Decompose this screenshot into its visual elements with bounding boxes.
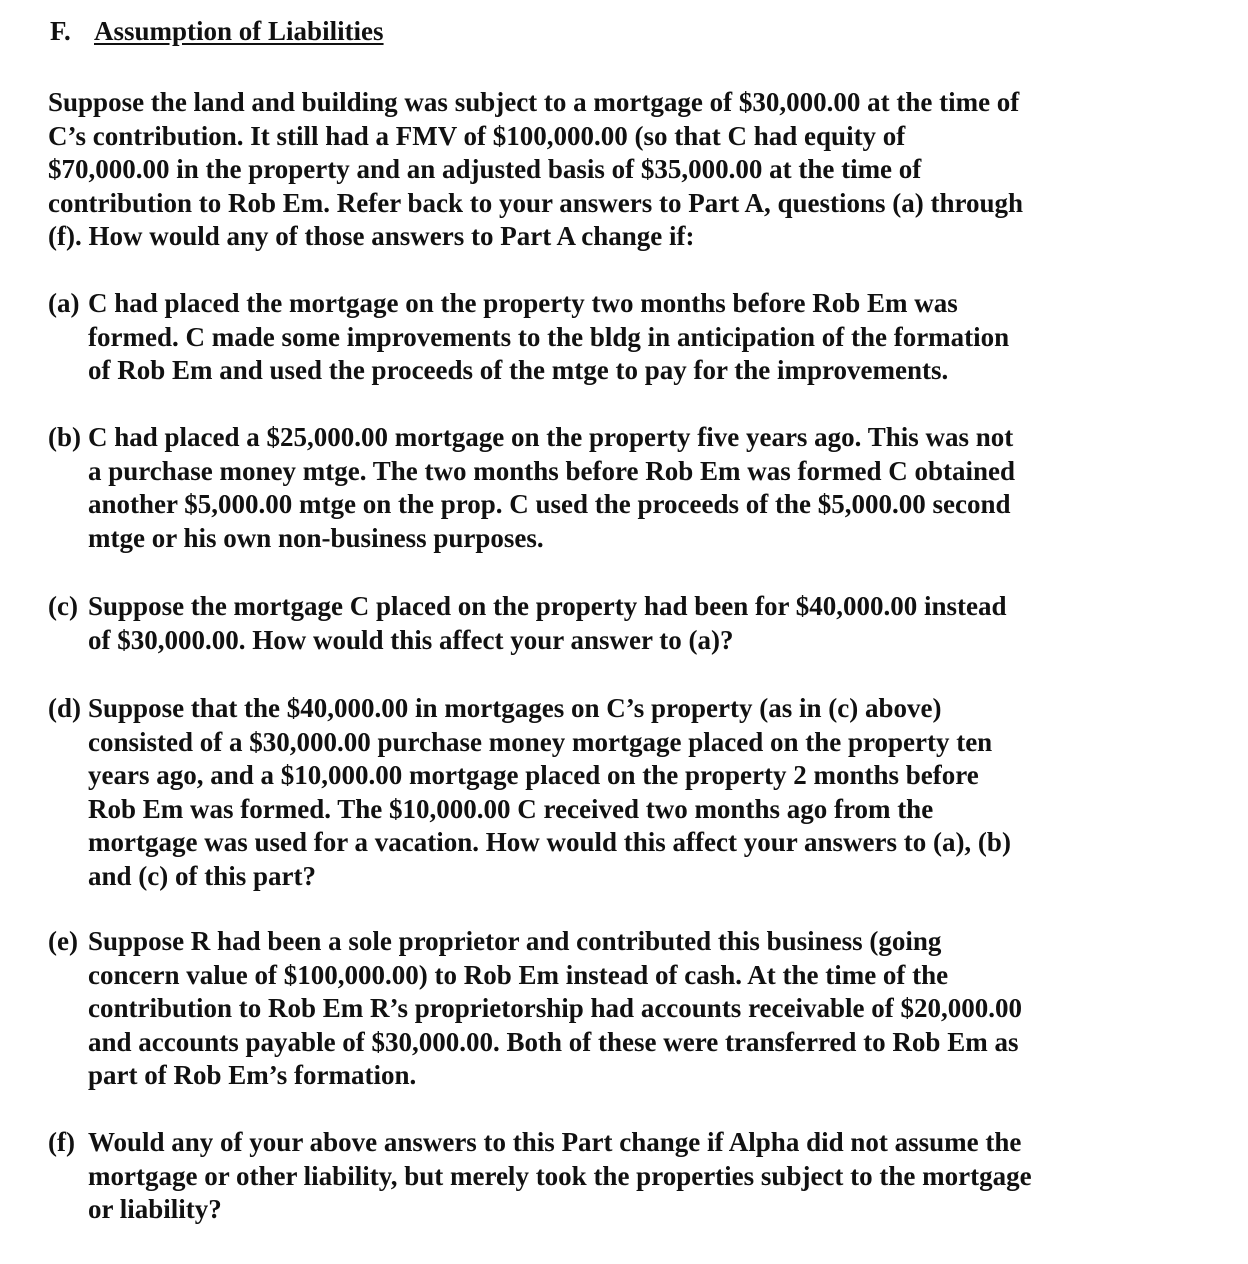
question-line: and (c) of this part? — [88, 860, 316, 891]
section-heading — [50, 14, 384, 48]
question-line: of $30,000.00. How would this affect your answer to (a)? — [88, 624, 734, 655]
question-text — [88, 590, 1007, 657]
question-line: mortgage or other liability, but merely took the properties subject to the mortgage — [88, 1160, 1032, 1191]
question-line: Suppose the mortgage C placed on the property had been for $40,000.00 instead — [88, 591, 1007, 621]
section-letter: F. — [50, 16, 71, 46]
question-line: C had placed a $25,000.00 mortgage on the property five years ago. This was not — [88, 422, 1014, 452]
section-title: Assumption of Liabilities — [94, 16, 384, 46]
question-line: Rob Em was formed. The $10,000.00 C received two months ago from the — [88, 793, 934, 824]
question-line: formed. C made some improvements to the bldg in anticipation of the formation — [88, 321, 1010, 352]
question-line: and accounts payable of $30,000.00. Both of these were transferred to Rob Em as — [88, 1026, 1019, 1057]
question-line: contribution to Rob Em R’s proprietorship had accounts receivable of $20,000.00 — [88, 993, 1023, 1023]
question-line: mortgage was used for a vacation. How would this affect your answers to (a), (b) — [88, 827, 1011, 857]
question-label: (d) — [48, 693, 81, 723]
question-line: consisted of a $30,000.00 purchase money mortgage placed on the property ten — [88, 726, 993, 757]
question-label: (c) — [48, 591, 78, 621]
question-label: (b) — [48, 422, 81, 452]
question-text — [88, 421, 1015, 555]
question-line: Suppose R had been a sole proprietor and contributed this business (going — [88, 926, 942, 956]
question-line: of Rob Em and used the proceeds of the mtge to pay for the improvements. — [88, 355, 949, 385]
question-line: years ago, and a $10,000.00 mortgage placed on the property 2 months before — [88, 760, 979, 790]
intro-line: $70,000.00 in the property and an adjusted basis of $35,000.00 at the time of — [48, 154, 922, 184]
question-text — [88, 1126, 1032, 1227]
question-line: or liability? — [88, 1194, 222, 1224]
question-line: concern value of $100,000.00) to Rob Em instead of cash. At the time of the — [88, 959, 949, 990]
question-label: (f) — [48, 1127, 75, 1157]
question-text — [88, 692, 1011, 893]
intro-line: Suppose the land and building was subject to a mortgage of $30,000.00 at the time of — [48, 87, 1020, 117]
question-line: Suppose that the $40,000.00 in mortgages on C’s property (as in (c) above) — [88, 693, 942, 723]
question-line: C had placed the mortgage on the property two months before Rob Em was — [88, 288, 958, 318]
question-line: a purchase money mtge. The two months before Rob Em was formed C obtained — [88, 455, 1015, 486]
question-line: another $5,000.00 mtge on the prop. C used the proceeds of the $5,000.00 second — [88, 489, 1011, 519]
intro-paragraph — [48, 86, 1078, 254]
question-label: (a) — [48, 288, 80, 318]
intro-line: C’s contribution. It still had a FMV of $100,000.00 (so that C had equity of — [48, 120, 906, 151]
intro-line: contribution to Rob Em. Refer back to your answers to Part A, questions (a) through — [48, 187, 1024, 218]
question-line: mtge or his own non-business purposes. — [88, 522, 544, 553]
question-text — [88, 925, 1022, 1093]
question-text — [88, 287, 1009, 388]
intro-line: (f). How would any of those answers to Part A change if: — [48, 221, 695, 251]
question-line: Would any of your above answers to this Part change if Alpha did not assume the — [88, 1127, 1022, 1157]
question-line: part of Rob Em’s formation. — [88, 1060, 417, 1090]
question-label: (e) — [48, 926, 78, 956]
